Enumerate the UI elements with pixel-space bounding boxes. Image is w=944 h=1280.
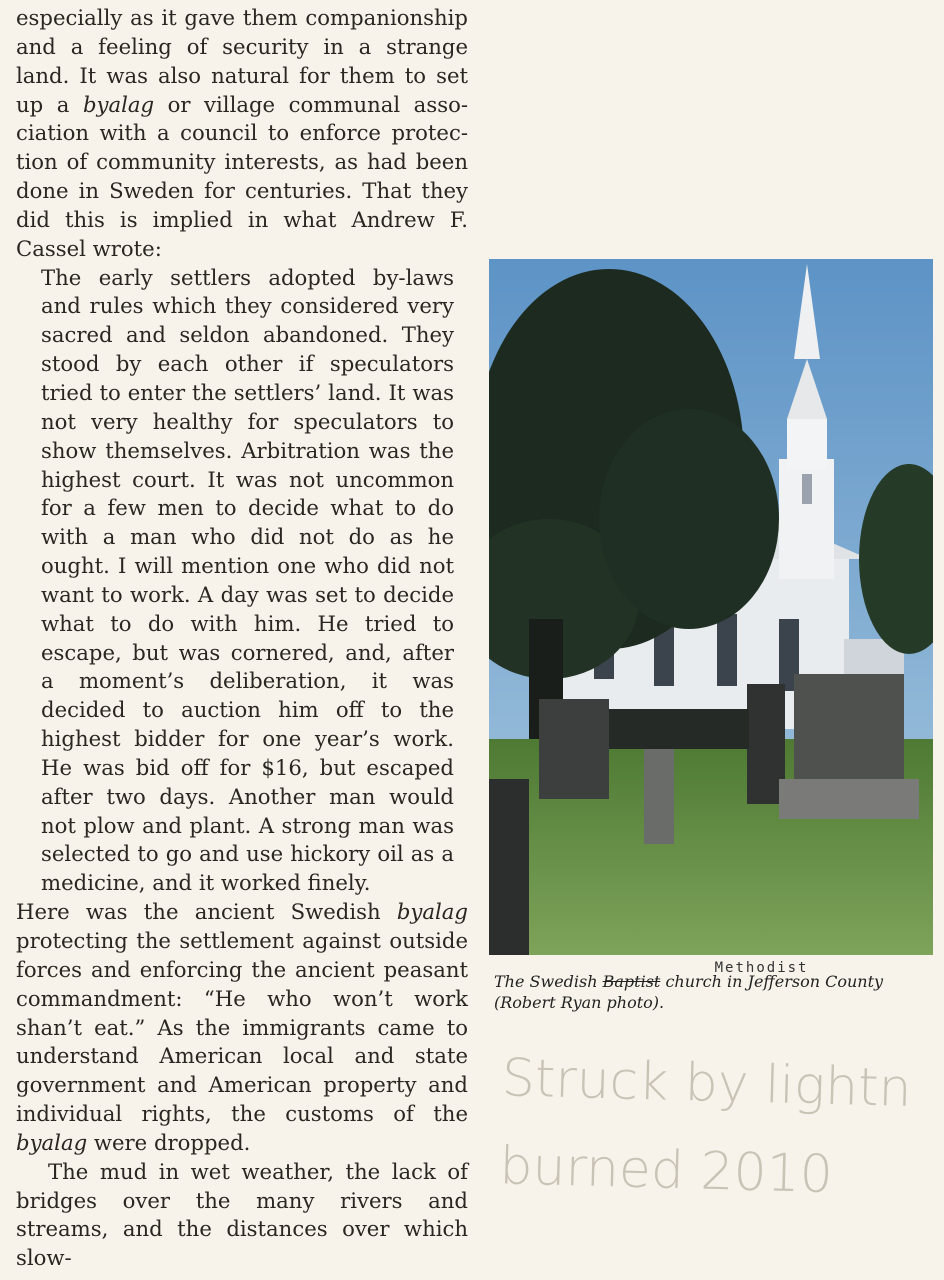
headstone-3: [644, 749, 674, 844]
caption-before: The Swedish: [494, 972, 603, 991]
photo-caption: [494, 960, 938, 1013]
p2-byalag-1: byalag: [396, 899, 468, 925]
headstone-1: [539, 699, 609, 799]
article-text-column: [16, 4, 468, 1273]
p2-segment-1: Here was the ancient Swedish: [16, 899, 397, 925]
p1-segment-1: especially as it gave them companionship and a feeling of security in a strange land. It was also natural for them to set up a: [16, 5, 468, 117]
p2-segment-3: protecting the settlement against outside forces and enforcing the ancient peasant commandment: “He who won’t work shan’t eat.” As the immigrants came to understand American local and state government and American property and individual rights, the customs of the: [16, 928, 468, 1127]
paragraph-3: The mud in wet weather, the lack of bridges over the many rivers and streams, and the distances over which slow-: [16, 1158, 468, 1271]
p1-segment-3: or village communal association with a council to enforce protection of community interests, as had been done in Sweden for centuries. That they did this is implied in what Andrew F. Cassel wrote:: [16, 91, 468, 261]
headstone-2: [794, 674, 904, 794]
p1-byalag: byalag: [82, 91, 155, 117]
paragraph-1: [16, 4, 468, 264]
paragraph-2: [16, 898, 468, 1158]
caption-struck-word: [602, 960, 809, 991]
p2-segment-5: were dropped.: [87, 1129, 251, 1155]
p2-byalag-2: byalag: [16, 1129, 88, 1155]
block-quote: The early settlers adopted by-laws and rules which they considered very sacred and seldon abandoned. They stood by each other if speculators tried to enter the settlers’ land. It was not very healthy for speculators to show themselves. Arbitration was the highest court. It was not uncommon for a few men to decide what to do with a man who did not do as he ought. I will mention one who did not want to work. A day was set to decide what to do with him. He tried to escape, but was cornered, and, after a moment’s deliberation, it was decided to auction him off to the highest bidder for one year’s work. He was bid off for $16, but escaped after two days. Another man would not plow and plant. A strong man was selected to go and use hickory oil as a medicine, and it worked finely.: [41, 264, 454, 896]
caption-after: church in Jefferson County (Robert Ryan photo).: [494, 972, 884, 1012]
church-photo: [489, 259, 933, 955]
church-photo-image: [489, 259, 933, 955]
caption-struck-text: Baptist: [602, 972, 661, 991]
handwritten-line-2: burned 2010: [498, 1136, 834, 1205]
handwritten-line-1: Struck by lightn: [501, 1048, 913, 1119]
caption-handwritten-insert: Methodist: [714, 960, 809, 976]
handwritten-note: [497, 1034, 943, 1275]
